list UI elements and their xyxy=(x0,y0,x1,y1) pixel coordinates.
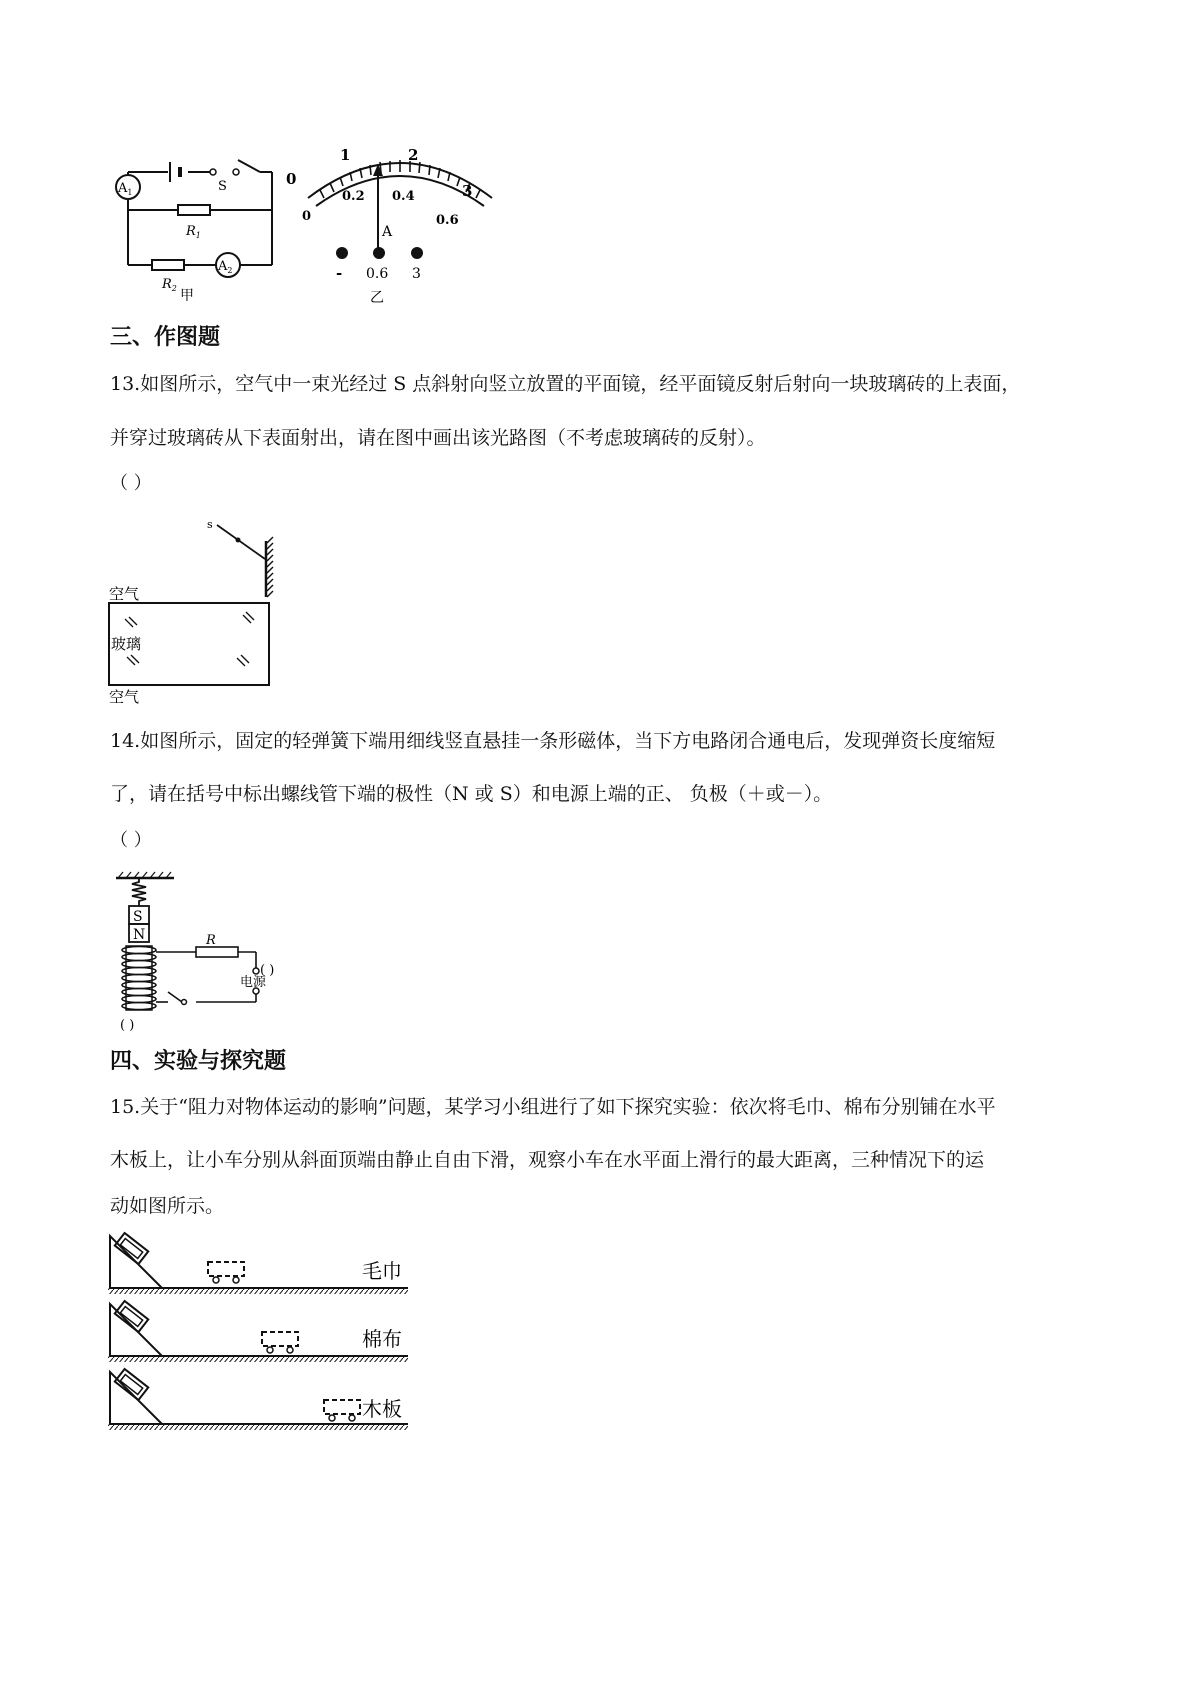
car-stop-cotton xyxy=(262,1332,298,1346)
figure-label-jia: 甲 xyxy=(180,288,194,304)
q15-line-1: 15.关于“阻力对物体运动的影响”问题，某学习小组进行了如下探究实验：依次将毛巾、棉布分别铺在水平 xyxy=(110,1096,996,1118)
top-tick-3: 3 xyxy=(462,182,473,200)
solenoid-pole-paren: ( ) xyxy=(120,1018,135,1033)
ramp-row-cotton xyxy=(108,1301,408,1362)
incident-ray xyxy=(217,525,265,559)
bottom-tick-0: 0 xyxy=(302,209,312,224)
power-source-label: 电源 xyxy=(240,975,267,990)
surface-label-board: 木板 xyxy=(362,1397,402,1421)
air-top-label: 空气 xyxy=(109,585,140,603)
magnet-n-label: N xyxy=(133,927,146,943)
circuit-figure-jia xyxy=(110,150,285,305)
car-stop-towel xyxy=(208,1262,244,1276)
top-tick-1: 1 xyxy=(340,146,351,164)
point-s-label: s xyxy=(207,518,213,531)
switch-label: S xyxy=(218,179,227,194)
ammeter-a2-label: $A_2$ xyxy=(218,259,233,275)
section-title-drawing: 三、作图题 xyxy=(110,325,221,350)
q15-line-2: 木板上，让小车分别从斜面顶端由静止自由下滑，观察小车在水平面上滑行的最大距离，三种情况下的运 xyxy=(110,1149,985,1171)
spring xyxy=(132,878,146,906)
glass-label: 玻璃 xyxy=(111,635,142,653)
terminal-negative xyxy=(336,247,348,259)
terminal-label-3: 3 xyxy=(412,266,421,282)
figure-label-yi: 乙 xyxy=(370,290,384,306)
q14-answer-paren: （ ） xyxy=(110,830,152,851)
bottom-tick-2: 0.4 xyxy=(392,189,415,204)
q15-line-3: 动如图所示。 xyxy=(110,1195,225,1217)
bottom-tick-3: 0.6 xyxy=(436,213,459,228)
ramp-row-towel xyxy=(108,1233,408,1294)
resistor xyxy=(196,947,238,957)
surface-label-towel: 毛巾 xyxy=(362,1259,402,1283)
q15-friction-figure xyxy=(108,1232,418,1437)
resistor-r2-label: $R_2$ xyxy=(162,277,177,293)
q13-line-2: 并穿过玻璃砖从下表面射出，请在图中画出该光路图（不考虑玻璃砖的反射）。 xyxy=(110,427,766,449)
terminal-0-6 xyxy=(373,247,385,259)
ammeter-a1-label: $A_1$ xyxy=(118,181,133,197)
terminal-label-negative: - xyxy=(336,264,343,282)
terminal-label-0-6: 0.6 xyxy=(366,266,389,282)
section-title-experiment: 四、实验与探究题 xyxy=(110,1049,287,1074)
ramp-row-board xyxy=(108,1369,408,1430)
q14-line-1: 14.如图所示，固定的轻弹簧下端用细线竖直悬挂一条形磁体，当下方电路闭合通电后，发现弹资长度缩短 xyxy=(110,730,996,752)
source-pole-paren: ( ) xyxy=(260,963,275,978)
top-tick-0: 0 xyxy=(286,170,297,188)
resistor-r1-label: $R_1$ xyxy=(186,224,201,240)
car-stop-board xyxy=(324,1400,360,1414)
ammeter-unit: A xyxy=(382,224,393,240)
bottom-tick-1: 0.2 xyxy=(342,189,365,204)
q14-electromagnet-figure xyxy=(108,868,328,1033)
point-s xyxy=(236,538,241,543)
terminal-3 xyxy=(411,247,423,259)
top-tick-2: 2 xyxy=(408,146,419,164)
solenoid-coil xyxy=(122,947,156,1010)
q13-line-1: 13.如图所示，空气中一束光经过 S 点斜射向竖立放置的平面镜，经平面镜反射后射向一块玻璃砖的上表面， xyxy=(110,373,1021,395)
magnet-s-label: S xyxy=(133,909,143,925)
q14-line-2: 了，请在括号中标出螺线管下端的极性（N 或 S）和电源上端的正、 负极（＋或－）。 xyxy=(110,783,833,805)
surface-label-cotton: 棉布 xyxy=(362,1327,402,1351)
q13-answer-paren: （ ） xyxy=(110,473,152,494)
ammeter-figure-yi xyxy=(286,146,530,308)
source-top-terminal xyxy=(253,968,259,974)
q13-optics-figure xyxy=(105,515,290,705)
resistor-label: R xyxy=(206,933,216,948)
air-bottom-label: 空气 xyxy=(109,688,140,706)
